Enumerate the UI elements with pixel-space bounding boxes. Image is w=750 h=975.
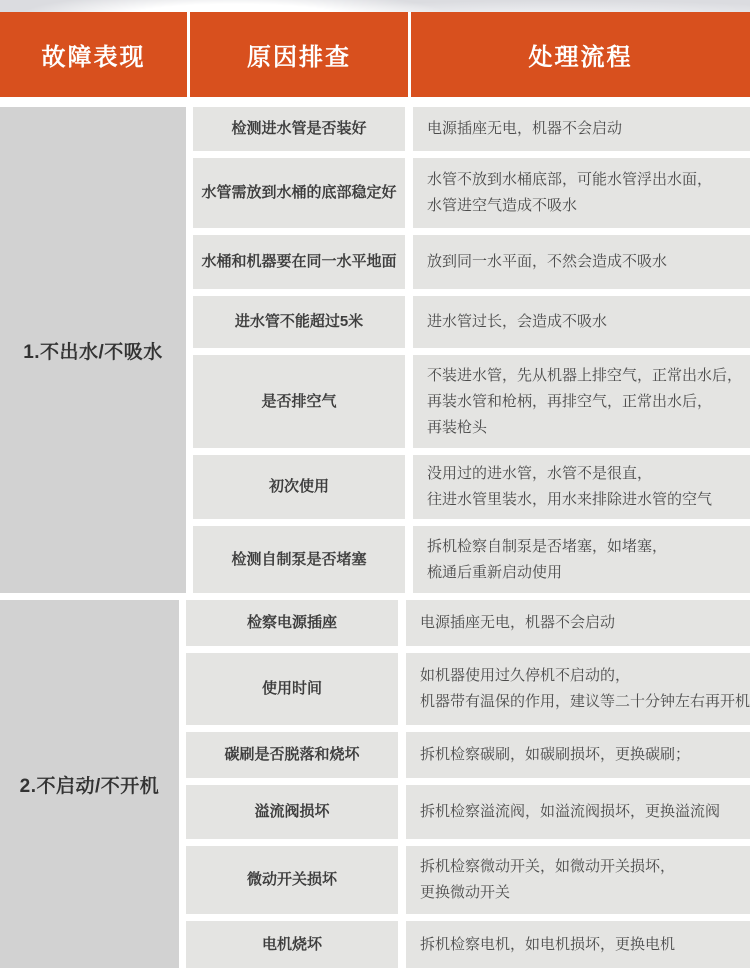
fault-group-rows (186, 600, 750, 968)
process-cell (413, 296, 750, 348)
fault-group (0, 600, 750, 968)
process-line: 不装进水管，先从机器上排空气，正常出水后， (427, 366, 743, 384)
cause-cell: 检测自制泵是否堵塞 (193, 526, 405, 593)
cause-cell: 水桶和机器要在同一水平地面 (193, 235, 405, 289)
process-cell (413, 355, 750, 448)
process-cell (406, 653, 750, 725)
process-line: 电源插座无电，机器不会启动 (419, 614, 615, 631)
table-row (186, 732, 750, 778)
process-line: 放到同一水平面，不然会造成不吸水 (427, 253, 668, 270)
header-cell-fault: 故障表现 (0, 12, 187, 97)
table-row (193, 107, 750, 151)
process-line: 拆机检察溢流阀，如溢流阀损坏，更换溢流阀 (419, 803, 720, 820)
process-line: 水管不放到水桶底部，可能水管浮出水面， (427, 171, 713, 188)
table-row (186, 921, 750, 968)
process-cell (406, 785, 750, 839)
table-row (186, 600, 750, 646)
process-line: 拆机检察电机，如电机损坏，更换电机 (419, 935, 675, 953)
process-line: 再装水管和枪柄，再排空气，正常出水后， (427, 392, 713, 410)
header-cell-process: 处理流程 (411, 12, 750, 97)
process-line: 水管进空气造成不吸水 (427, 197, 578, 214)
previous-section-edge (0, 0, 750, 12)
process-cell (413, 158, 750, 228)
table-row (193, 296, 750, 348)
table-row (193, 235, 750, 289)
fault-group-rows (193, 107, 750, 593)
cause-cell: 使用时间 (186, 653, 398, 725)
process-line: 拆机检察微动开关，如微动开关损坏， (419, 858, 675, 875)
process-cell (413, 107, 750, 151)
cause-cell: 是否排空气 (193, 355, 405, 448)
process-line: 往进水管里装水，用水来排除进水管的空气 (427, 491, 713, 508)
table-row (193, 455, 750, 519)
table-row (193, 526, 750, 593)
table-row (186, 785, 750, 839)
process-cell (413, 526, 750, 593)
cause-cell: 微动开关损坏 (186, 846, 398, 914)
process-line: 如机器使用过久停机不启动的， (419, 667, 630, 684)
fault-group (0, 107, 750, 593)
process-line: 再装枪头 (427, 418, 488, 436)
table-row (193, 355, 750, 448)
table-row (186, 846, 750, 914)
cause-cell: 检察电源插座 (186, 600, 398, 646)
process-line: 梳通后重新启动使用 (427, 563, 563, 581)
process-cell (413, 455, 750, 519)
cause-cell: 进水管不能超过5米 (193, 296, 405, 348)
process-line: 拆机检察自制泵是否堵塞，如堵塞， (427, 537, 668, 555)
process-cell (406, 732, 750, 778)
process-line: 电源插座无电，机器不会启动 (427, 120, 623, 137)
fault-group-label: 2.不启动/不开机 (0, 600, 179, 968)
cause-cell: 检测进水管是否装好 (193, 107, 405, 151)
process-line: 进水管过长，会造成不吸水 (427, 313, 608, 330)
table-header (0, 12, 750, 97)
cause-cell: 电机烧坏 (186, 921, 398, 968)
header-cell-cause: 原因排查 (190, 12, 408, 97)
process-cell (406, 600, 750, 646)
process-line: 更换微动开关 (419, 884, 510, 901)
cause-cell: 水管需放到水桶的底部稳定好 (193, 158, 405, 228)
fault-group-label: 1.不出水/不吸水 (0, 107, 186, 593)
troubleshooting-table (0, 107, 750, 968)
process-line: 拆机检察碳刷，如碳刷损坏，更换碳刷； (419, 746, 690, 763)
cause-cell: 溢流阀损坏 (186, 785, 398, 839)
process-cell (406, 846, 750, 914)
cause-cell: 初次使用 (193, 455, 405, 519)
process-line: 机器带有温保的作用，建议等二十分钟左右再开机 (419, 693, 750, 710)
table-row (193, 158, 750, 228)
process-line: 没用过的进水管，水管不是很直， (427, 465, 653, 482)
table-row (186, 653, 750, 725)
cause-cell: 碳刷是否脱落和烧坏 (186, 732, 398, 778)
process-cell (413, 235, 750, 289)
process-cell (406, 921, 750, 968)
